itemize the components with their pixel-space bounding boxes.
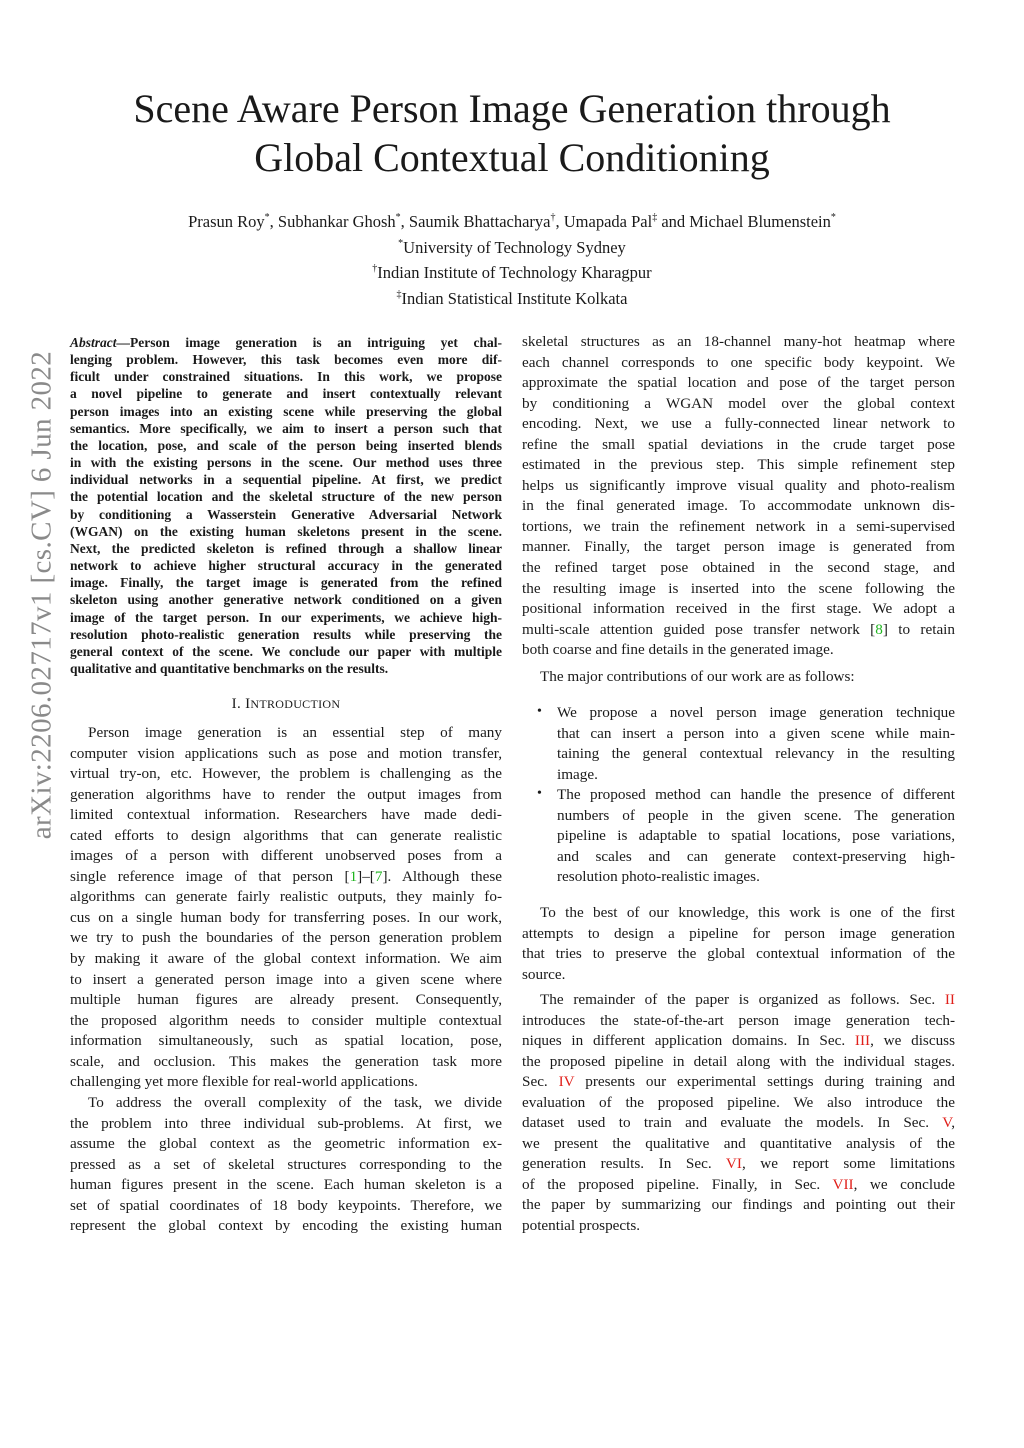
text-line: [522, 640, 955, 661]
author-name: Michael Blumenstein: [689, 212, 831, 231]
text-line: [522, 394, 955, 415]
section-reference-link[interactable]: II: [944, 991, 955, 1008]
affiliation-list: [0, 233, 1024, 310]
text-segment: network to achieve higher structural accuracy in the generated: [70, 558, 502, 574]
text-segment: general context of the scene. We conclude our paper with multiple: [70, 643, 502, 659]
text-segment: algorithms can generate fairly realistic outputs, they mainly fo-: [70, 888, 502, 906]
bullet-marker: •: [537, 786, 542, 801]
text-line: [557, 867, 955, 888]
text-line: [70, 334, 502, 351]
text-line: [557, 847, 955, 868]
text-line: [522, 944, 955, 965]
affiliation: [0, 258, 1024, 284]
text-segment: individual networks in a sequential pipeline. At first, we predict: [70, 472, 502, 488]
text-line: [70, 928, 502, 949]
author-separator: ,: [400, 212, 409, 231]
affiliation-mark: *: [830, 212, 836, 223]
text-line: [70, 506, 502, 523]
text-segment: of the proposed pipeline. Finally, in Sec.: [522, 1175, 833, 1193]
text-segment: represent the global context by encoding the existing human: [70, 1217, 502, 1235]
section-reference-link[interactable]: VII: [832, 1175, 854, 1193]
text-line: [70, 403, 502, 420]
text-line: [522, 1011, 955, 1032]
text-line: [70, 1155, 502, 1176]
text-segment: assume the global context as the geometric information ex-: [70, 1135, 502, 1153]
text-segment: the location, pose, and scale of the person being inserted blends: [70, 437, 502, 453]
text-line: [70, 867, 502, 888]
text-line: [70, 908, 502, 929]
paper-organization-paragraph: [522, 990, 955, 1237]
text-line: [70, 826, 502, 847]
text-line: [70, 471, 502, 488]
text-line: [557, 785, 955, 806]
text-segment: the refined target pose obtained in the second stage, and: [522, 559, 955, 577]
text-segment: positional information received in the first stage. We adopt a: [522, 600, 955, 618]
text-segment: that can insert a person into a given scene while main-: [557, 724, 955, 742]
text-line: [70, 1134, 502, 1155]
text-line: [70, 385, 502, 402]
text-segment: approximate the spatial location and pose of the target person: [522, 374, 955, 392]
text-line: [70, 744, 502, 765]
text-segment: manner. Finally, the target person image is generated from: [522, 538, 955, 556]
section-title-rest: NTRODUCTION: [250, 697, 341, 711]
text-line: [522, 599, 955, 620]
citation-link[interactable]: 7: [374, 867, 383, 885]
title-line-1: Scene Aware Person Image Generation through: [133, 86, 891, 131]
text-line: [70, 437, 502, 454]
text-segment: human figures present in the scene. Each human skeleton is a: [70, 1176, 502, 1194]
text-segment: , we discuss: [870, 1032, 955, 1050]
text-line: [522, 517, 955, 538]
text-segment: Person image generation is an essential step of many: [88, 724, 502, 741]
text-segment: ] to retain: [882, 620, 955, 638]
text-segment: by conditioning a WGAN model over the global context: [522, 394, 955, 412]
bullet-marker: •: [537, 704, 542, 719]
text-segment: ,: [951, 1114, 955, 1132]
text-line: [70, 1114, 502, 1135]
text-line: [70, 420, 502, 437]
author-list: [0, 207, 1024, 233]
section-reference-link[interactable]: V: [942, 1114, 952, 1132]
text-line: [70, 540, 502, 557]
text-line: [70, 1196, 502, 1217]
text-segment: The remainder of the paper is organized as follows. Sec.: [540, 991, 945, 1008]
text-line: [557, 826, 955, 847]
text-line: [70, 368, 502, 385]
text-line: [70, 1175, 502, 1196]
affiliation-mark: *: [395, 212, 401, 223]
text-segment: limited contextual information. Researchers have made dedi-: [70, 806, 502, 824]
text-segment: image. Finally, the target image is generated from the refined: [70, 575, 502, 591]
text-segment: semantics. More specifically, we aim to insert a person such that: [70, 420, 502, 436]
text-segment: generation algorithms have to render the output images from: [70, 785, 502, 803]
text-segment: helps us significantly improve visual quality and photo-realism: [522, 476, 955, 494]
text-segment: niques in different application domains. In Sec.: [522, 1032, 855, 1050]
title-line-2: Global Contextual Conditioning: [254, 135, 770, 180]
text-segment: a novel pipeline to generate and insert contextually relevant: [70, 386, 502, 402]
text-line: [522, 332, 955, 353]
text-line: [70, 557, 502, 574]
text-segment: set of spatial coordinates of 18 body keypoints. Therefore, we: [70, 1196, 502, 1214]
text-segment: information simultaneously, such as spatial location, pose,: [70, 1032, 502, 1050]
text-line: [522, 1195, 955, 1216]
text-line: [70, 990, 502, 1011]
affiliation: [0, 284, 1024, 310]
text-segment: the resulting image is inserted into the scene following the: [522, 579, 955, 597]
text-segment: , we conclude: [853, 1175, 955, 1193]
text-segment: the potential location and the skeletal structure of the new person: [70, 489, 502, 505]
text-segment: cus on a single human body for transferring poses. In our work,: [70, 908, 502, 926]
text-segment: the proposed algorithm needs to consider multiple contextual: [70, 1011, 502, 1029]
text-segment: , we report some limitations: [741, 1155, 955, 1173]
affiliation-mark: *: [398, 237, 404, 249]
text-line: [522, 965, 955, 986]
text-line: [522, 455, 955, 476]
text-segment: challenging yet more flexible for real-world applications.: [70, 1073, 418, 1091]
text-segment: person images into an existing scene while preserving the global: [70, 403, 502, 419]
text-line: [70, 1093, 502, 1114]
citation-link[interactable]: 8: [875, 620, 883, 638]
text-line: [557, 806, 955, 827]
author-name: Subhankar Ghosh: [277, 212, 396, 231]
text-line: [70, 949, 502, 970]
text-segment: by conditioning a Wasserstein Generative Adversarial Network: [70, 506, 502, 522]
text-line: [522, 435, 955, 456]
author-separator: ,: [269, 212, 278, 231]
text-segment: numbers of people in the given scene. The generation: [557, 806, 955, 824]
text-line: [70, 805, 502, 826]
text-segment: ]. Although these: [382, 867, 502, 885]
section-reference-link[interactable]: III: [854, 1032, 871, 1050]
text-segment: taining the general contextual relevancy in the resulting: [557, 745, 955, 763]
text-segment: source.: [522, 965, 566, 983]
text-segment: skeleton using another generative network conditioned on a given: [70, 592, 502, 608]
text-segment: computer vision applications such as pose and motion transfer,: [70, 744, 502, 762]
text-segment: introduces the state-of-the-art person image generation tech-: [522, 1011, 955, 1029]
text-line: [70, 523, 502, 540]
contributions-intro: [522, 667, 955, 688]
text-segment: both coarse and fine details in the generated image.: [522, 641, 834, 659]
section-heading-introduction: [70, 694, 502, 714]
affiliation-mark: †: [372, 263, 378, 274]
text-segment: the paper by summarizing our findings and pointing out their: [522, 1196, 955, 1214]
text-segment: attempts to design a pipeline for person image generation: [522, 924, 955, 942]
text-line: [522, 1072, 955, 1093]
abstract: [70, 334, 502, 677]
text-line: [70, 1072, 502, 1093]
text-segment: resolution photo-realistic generation results while preserving the: [70, 626, 502, 642]
text-segment: tortions, we train the refinement network in a semi-supervised: [522, 517, 955, 535]
intro-paragraph-3: [522, 332, 955, 661]
affiliation-name: Indian Institute of Technology Kharagpur: [377, 263, 652, 282]
text-line: [70, 970, 502, 991]
text-segment: image.: [557, 765, 598, 783]
text-line: [557, 744, 955, 765]
author-separator: ,: [555, 212, 564, 231]
text-line: [522, 620, 955, 641]
text-segment: dataset used to train and evaluate the models. In Sec.: [522, 1114, 943, 1132]
text-line: [522, 1154, 955, 1175]
paper-title: [0, 84, 1024, 182]
text-segment: (WGAN) on the existing human skeletons present in the scene.: [70, 523, 502, 539]
text-segment: refine the small spatial deviations in the crude target pose: [522, 435, 955, 453]
affiliation-name: University of Technology Sydney: [403, 237, 626, 257]
text-line: [522, 990, 955, 1011]
text-line: [70, 626, 502, 643]
text-line: [70, 454, 502, 471]
text-line: [522, 414, 955, 435]
text-segment: cated efforts to design algorithms that can generate realistic: [70, 826, 502, 844]
affiliation-mark: *: [264, 212, 270, 223]
text-line: [557, 703, 955, 724]
contribution-bullet-1: [557, 703, 955, 785]
text-line: [70, 764, 502, 785]
text-segment: ficult under constrained situations. In this work, we propose: [70, 369, 502, 385]
text-segment: Next, the predicted skeleton is refined through a shallow linear: [70, 540, 502, 556]
arxiv-identifier-stamp: arXiv:2206.02717v1 [cs.CV] 6 Jun 2022: [25, 350, 58, 840]
text-segment: ]–[: [357, 867, 375, 885]
text-segment: in the final generated image. To accommodate unknown dis-: [522, 497, 955, 515]
author-name: Saumik Bhattacharya: [408, 212, 551, 231]
text-segment: to insert a generated person image into a given scene where: [70, 970, 502, 988]
affiliation: [0, 233, 1024, 259]
abstract-label: Abstract—: [70, 335, 131, 350]
text-segment: that tries to preserve the global contextual information of the: [522, 945, 955, 963]
text-line: [522, 1031, 955, 1052]
text-segment: To address the overall complexity of the task, we divide: [88, 1094, 502, 1111]
text-segment: multi-scale attention guided pose transfer network [: [522, 620, 876, 638]
text-segment: we present the qualitative and quantitative analysis of the: [522, 1134, 955, 1152]
text-line: [70, 785, 502, 806]
section-reference-link[interactable]: IV: [558, 1073, 575, 1091]
text-line: [70, 660, 502, 677]
text-segment: in with the existing persons in the scene. Our method uses three: [70, 455, 502, 471]
text-line: [70, 609, 502, 626]
text-line: [70, 488, 502, 505]
text-line: [70, 643, 502, 660]
text-line: [522, 537, 955, 558]
text-segment: estimated in the previous step. This simple refinement step: [522, 456, 955, 474]
text-line: [522, 373, 955, 394]
intro-paragraph-4: [522, 903, 955, 985]
affiliation-mark: ‡: [396, 288, 402, 300]
author-name: Umapada Pal: [563, 212, 653, 231]
text-segment: the proposed pipeline in detail along with the individual stages.: [522, 1052, 955, 1070]
text-line: [522, 903, 955, 924]
text-segment: scale, and occlusion. This makes the generation task more: [70, 1052, 502, 1070]
text-segment: evaluation of the proposed pipeline. We also introduce the: [522, 1093, 955, 1111]
text-segment: The major contributions of our work are as follows:: [540, 668, 855, 685]
text-segment: pressed as a set of skeletal structures corresponding to the: [70, 1155, 502, 1173]
text-segment: We propose a novel person image generation technique: [557, 704, 955, 721]
text-segment: the problem into three individual sub-problems. At first, we: [70, 1114, 502, 1132]
text-segment: encoding. Next, we use a fully-connected linear network to: [522, 415, 955, 433]
text-segment: Sec.: [522, 1073, 559, 1091]
text-segment: single reference image of that person [: [70, 867, 350, 885]
text-line: [522, 353, 955, 374]
contribution-bullet-2: [557, 785, 955, 888]
text-line: [70, 591, 502, 608]
text-line: [557, 724, 955, 745]
section-number: I.: [231, 696, 246, 712]
text-segment: image of the target person. In our experiments, we achieve high-: [70, 609, 502, 625]
citation-link[interactable]: 1: [349, 867, 358, 885]
text-line: [522, 476, 955, 497]
section-initial: I: [245, 696, 251, 712]
text-segment: presents our experimental settings during training and: [574, 1073, 956, 1091]
text-segment: qualitative and quantitative benchmarks on the results.: [70, 660, 389, 676]
text-segment: and scales and can generate context-preserving high-: [557, 847, 955, 865]
text-segment: generation results. In Sec.: [522, 1155, 726, 1173]
text-line: [522, 1093, 955, 1114]
affiliation-name: Indian Statistical Institute Kolkata: [401, 288, 628, 308]
text-segment: images of a person with different unobserved poses from a: [70, 847, 502, 865]
text-line: [522, 924, 955, 945]
author-separator: and: [657, 212, 690, 231]
text-line: [522, 558, 955, 579]
text-segment: To the best of our knowledge, this work is one of the first: [540, 904, 955, 921]
text-line: [522, 667, 955, 688]
text-segment: potential prospects.: [522, 1217, 641, 1235]
author-name: Prasun Roy: [188, 212, 265, 231]
text-line: [70, 1052, 502, 1073]
text-line: [70, 887, 502, 908]
text-line: [522, 1175, 955, 1196]
text-segment: skeletal structures as an 18-channel many-hot heatmap where: [522, 333, 955, 350]
text-line: [557, 765, 955, 786]
text-line: [522, 1052, 955, 1073]
text-segment: pipeline is adaptable to spatial locations, pose variations,: [557, 827, 955, 845]
text-line: [522, 1216, 955, 1237]
text-segment: multiple human figures are already present. Consequently,: [70, 991, 502, 1009]
text-segment: by making it aware of the global context information. We aim: [70, 950, 502, 968]
text-segment: resolution photo-realistic images.: [557, 868, 760, 886]
text-segment: lenging problem. However, this task becomes even more dif-: [70, 352, 502, 368]
intro-paragraph-1: [70, 723, 502, 1093]
text-line: [70, 574, 502, 591]
author-block: [0, 207, 1024, 309]
text-line: [70, 1031, 502, 1052]
section-reference-link[interactable]: VI: [725, 1155, 742, 1173]
text-line: [522, 1134, 955, 1155]
text-segment: each channel corresponds to one specific body keypoint. We: [522, 353, 955, 371]
text-line: [70, 1216, 502, 1237]
text-segment: The proposed method can handle the presence of different: [557, 786, 955, 803]
text-line: [522, 579, 955, 600]
intro-paragraph-2: [70, 1093, 502, 1237]
affiliation-mark: ‡: [652, 212, 658, 223]
affiliation-mark: †: [550, 212, 556, 223]
text-line: [70, 1011, 502, 1032]
text-line: [70, 723, 502, 744]
text-segment: we try to push the boundaries of the person generation problem: [70, 929, 502, 947]
text-line: [522, 496, 955, 517]
text-segment: Person image generation is an intriguing yet chal-: [130, 335, 502, 350]
text-line: [522, 1113, 955, 1134]
text-segment: virtual try-on, etc. However, the problem is challenging as the: [70, 765, 502, 783]
text-line: [70, 846, 502, 867]
text-line: [70, 351, 502, 368]
